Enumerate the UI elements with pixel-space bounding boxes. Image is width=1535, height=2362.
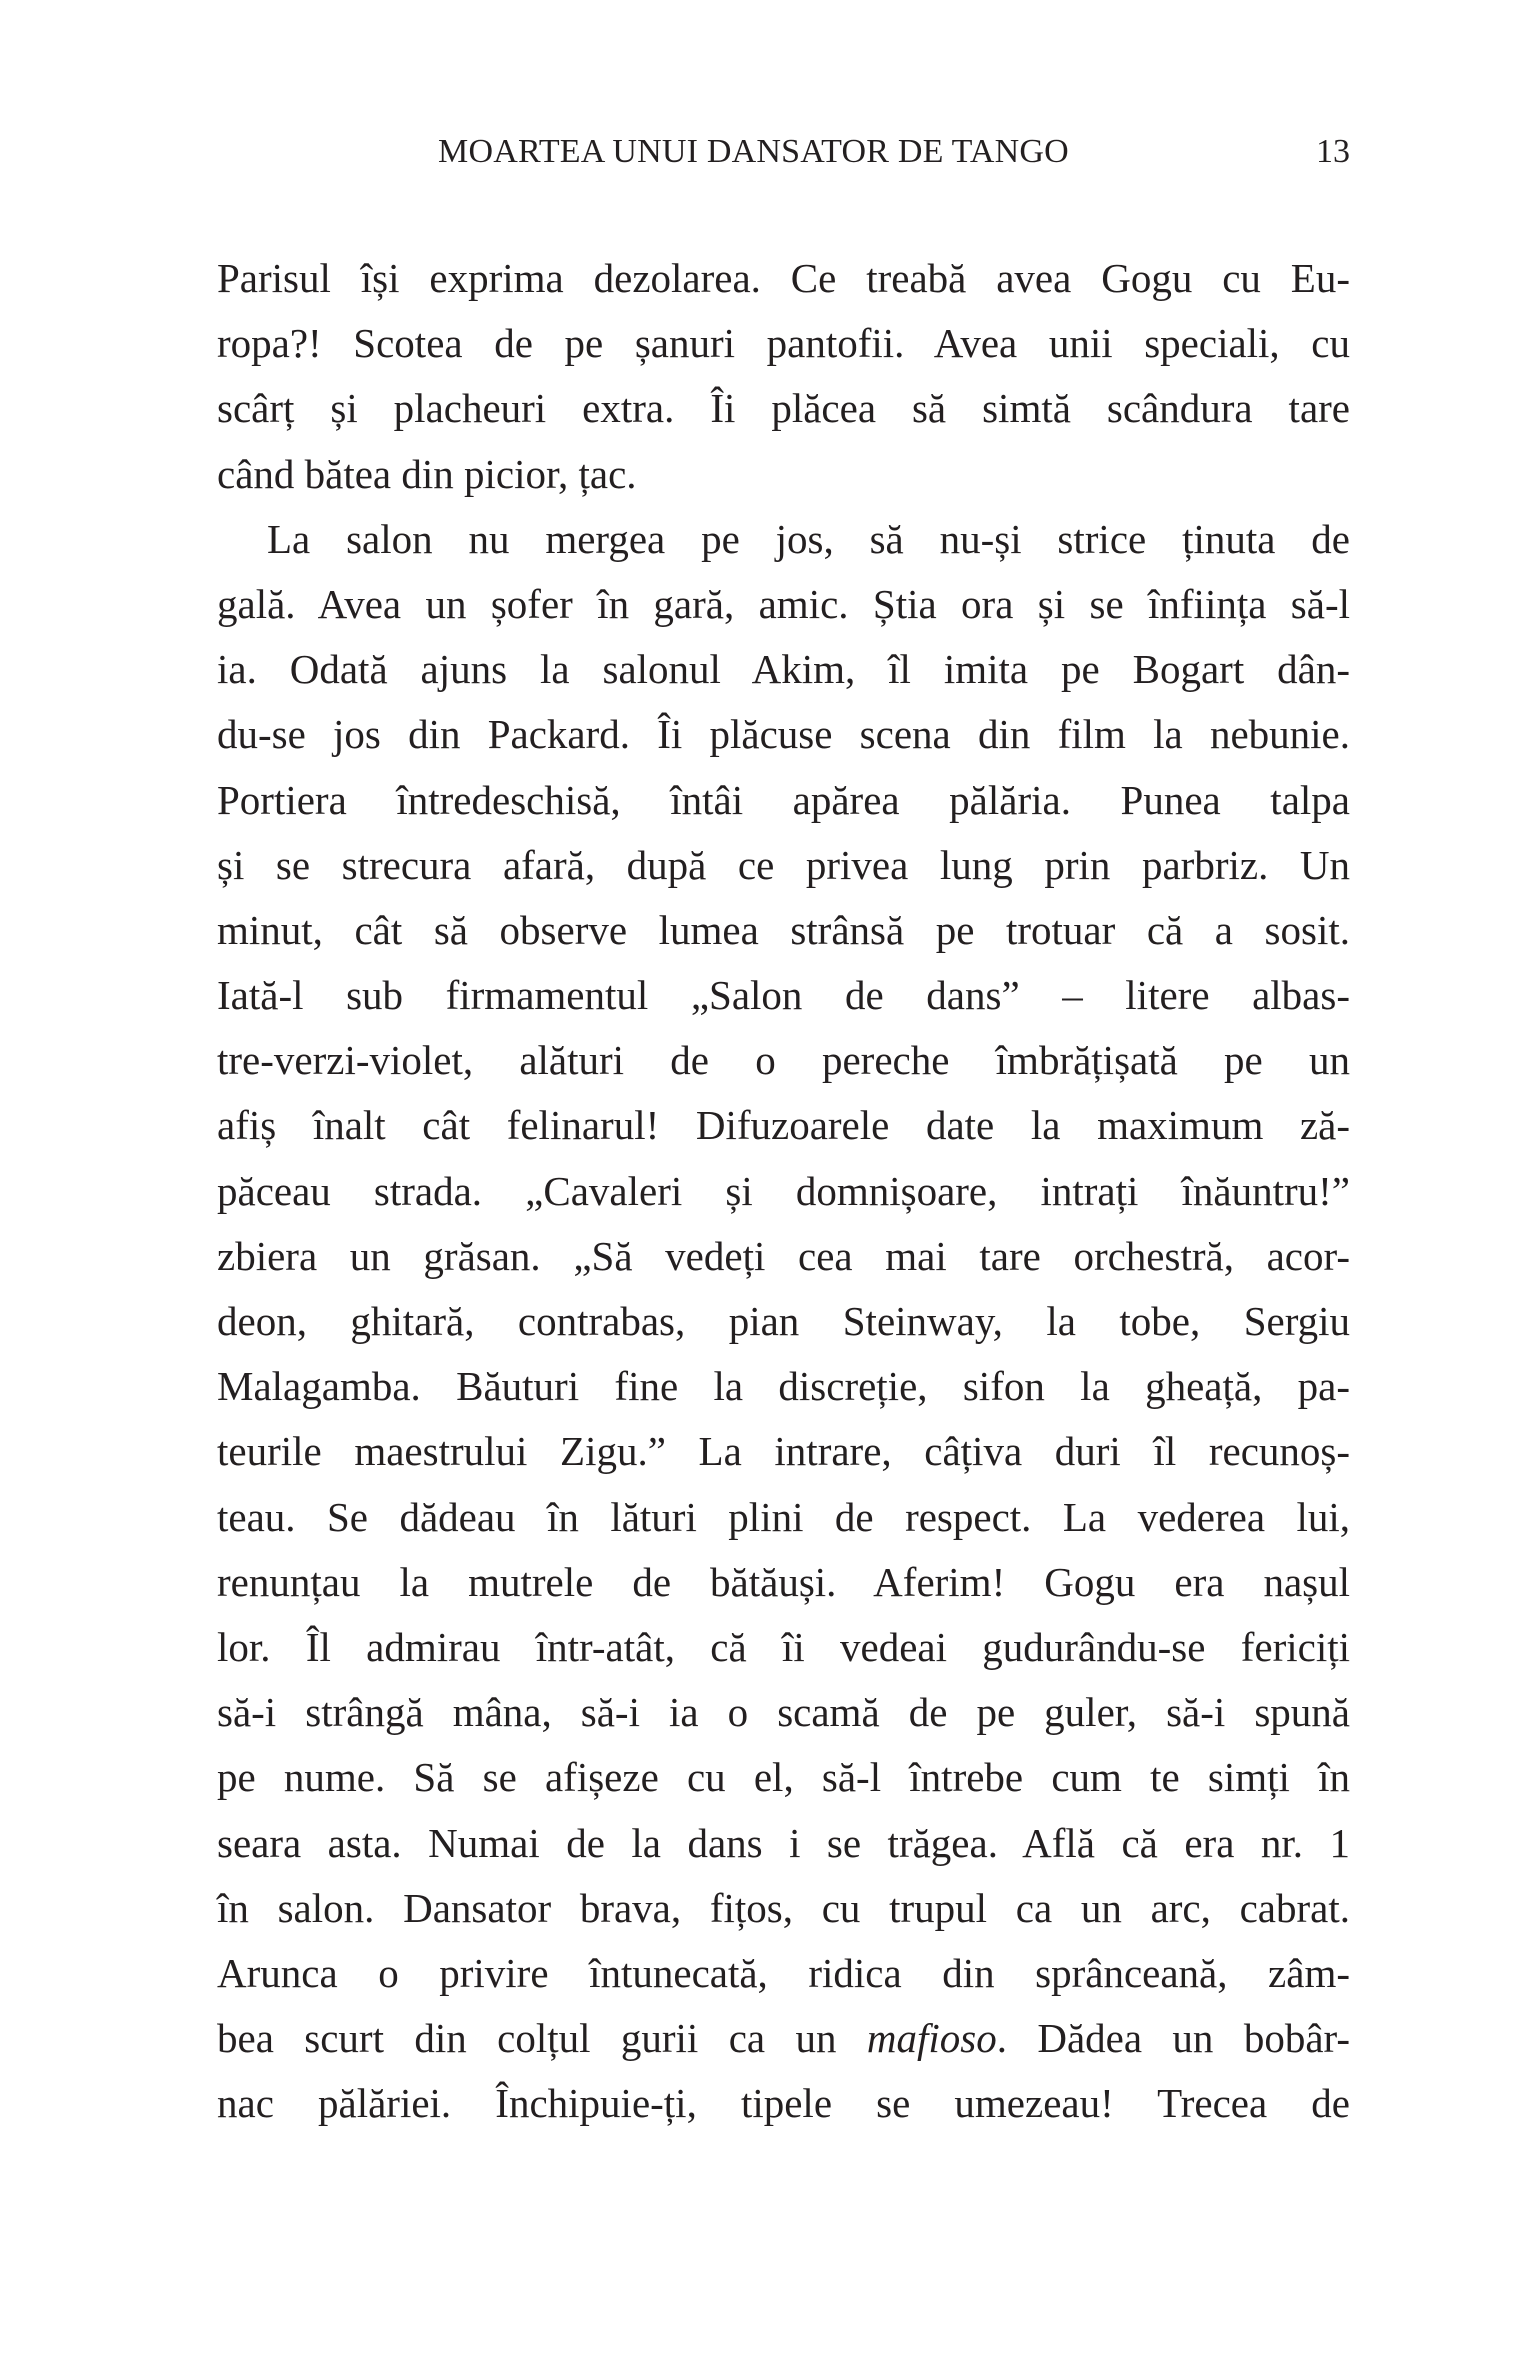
italic-word: mafioso	[866, 2015, 997, 2062]
text-line: afiș înalt cât felinarul! Difuzoarele date la maximum ză-	[217, 1102, 1350, 1149]
text-line: Arunca o privire întunecată, ridica din sprânceană, zâm-	[217, 1949, 1350, 1996]
text-line: gală. Avea un șofer în gară, amic. Știa ora și se înființa să-l	[217, 580, 1350, 627]
text-line: tre-verzi-violet, alături de o pereche îmbrățișată pe un	[217, 1037, 1350, 1084]
text-line: teau. Se dădeau în lături plini de respect. La vederea lui,	[217, 1493, 1350, 1540]
text-line	[217, 2006, 1350, 2071]
text-line: păceau strada. „Cavaleri și domnișoare, intrați înăuntru!”	[217, 1167, 1350, 1214]
text-line: scârț și placheuri extra. Îi plăcea să simtă scândura tare	[217, 385, 1350, 432]
text-line: să-i strângă mâna, să-i ia o scamă de pe guler, să-i spună	[217, 1689, 1350, 1736]
text-line: Portiera întredeschisă, întâi apărea pălăria. Punea talpa	[217, 776, 1350, 823]
text-line: ia. Odată ajuns la salonul Akim, îl imita pe Bogart dân-	[217, 646, 1350, 693]
text-line: lor. Îl admirau într-atât, că îi vedeai gudurându-se fericiți	[217, 1623, 1350, 1670]
body-text	[217, 246, 1350, 2136]
text-line: și se strecura afară, după ce privea lung prin parbriz. Un	[217, 841, 1350, 888]
running-header	[217, 133, 1350, 177]
text-line: renunțau la mutrele de bătăuși. Aferim! Gogu era nașul	[217, 1558, 1350, 1605]
text-segment: . Dădea un bobâr-	[996, 2015, 1350, 2062]
text-line: Malagamba. Băuturi fine la discreție, sifon la gheață, pa-	[217, 1363, 1350, 1410]
text-line: deon, ghitară, contrabas, pian Steinway, la tobe, Sergiu	[217, 1298, 1350, 1344]
text-line: când bătea din picior, țac.	[217, 450, 637, 497]
text-line: seara asta. Numai de la dans i se trăgea. Află că era nr. 1	[217, 1819, 1350, 1866]
running-title: MOARTEA UNUI DANSATOR DE TANGO	[438, 133, 1069, 170]
page-number: 13	[1316, 133, 1350, 170]
text-line: pe nume. Să se afișeze cu el, să-l întrebe cum te simți în	[217, 1754, 1350, 1801]
text-line: Parisul își exprima dezolarea. Ce treabă avea Gogu cu Eu-	[217, 255, 1350, 301]
text-line: Iată-l sub firmamentul „Salon de dans” – litere albas-	[217, 972, 1350, 1019]
text-line: La salon nu mergea pe jos, să nu-și strice ținuta de	[267, 515, 1350, 562]
text-line: nac pălăriei. Închipuie-ți, tipele se umezeau! Trecea de	[217, 2080, 1350, 2127]
text-line: ropa?! Scotea de pe șanuri pantofii. Avea unii speciali, cu	[217, 320, 1350, 367]
text-line: în salon. Dansator brava, fițos, cu trupul ca un arc, cabrat.	[217, 1884, 1350, 1931]
text-segment: bea scurt din colțul gurii ca un	[217, 2015, 867, 2062]
text-line: minut, cât să observe lumea strânsă pe trotuar că a sosit.	[217, 906, 1350, 953]
text-line: teurile maestrului Zigu.” La intrare, câțiva duri îl recunoș-	[217, 1428, 1350, 1475]
text-line: du-se jos din Packard. Îi plăcuse scena din film la nebunie.	[217, 711, 1350, 758]
text-line: zbiera un grăsan. „Să vedeți cea mai tare orchestră, acor-	[217, 1232, 1350, 1279]
